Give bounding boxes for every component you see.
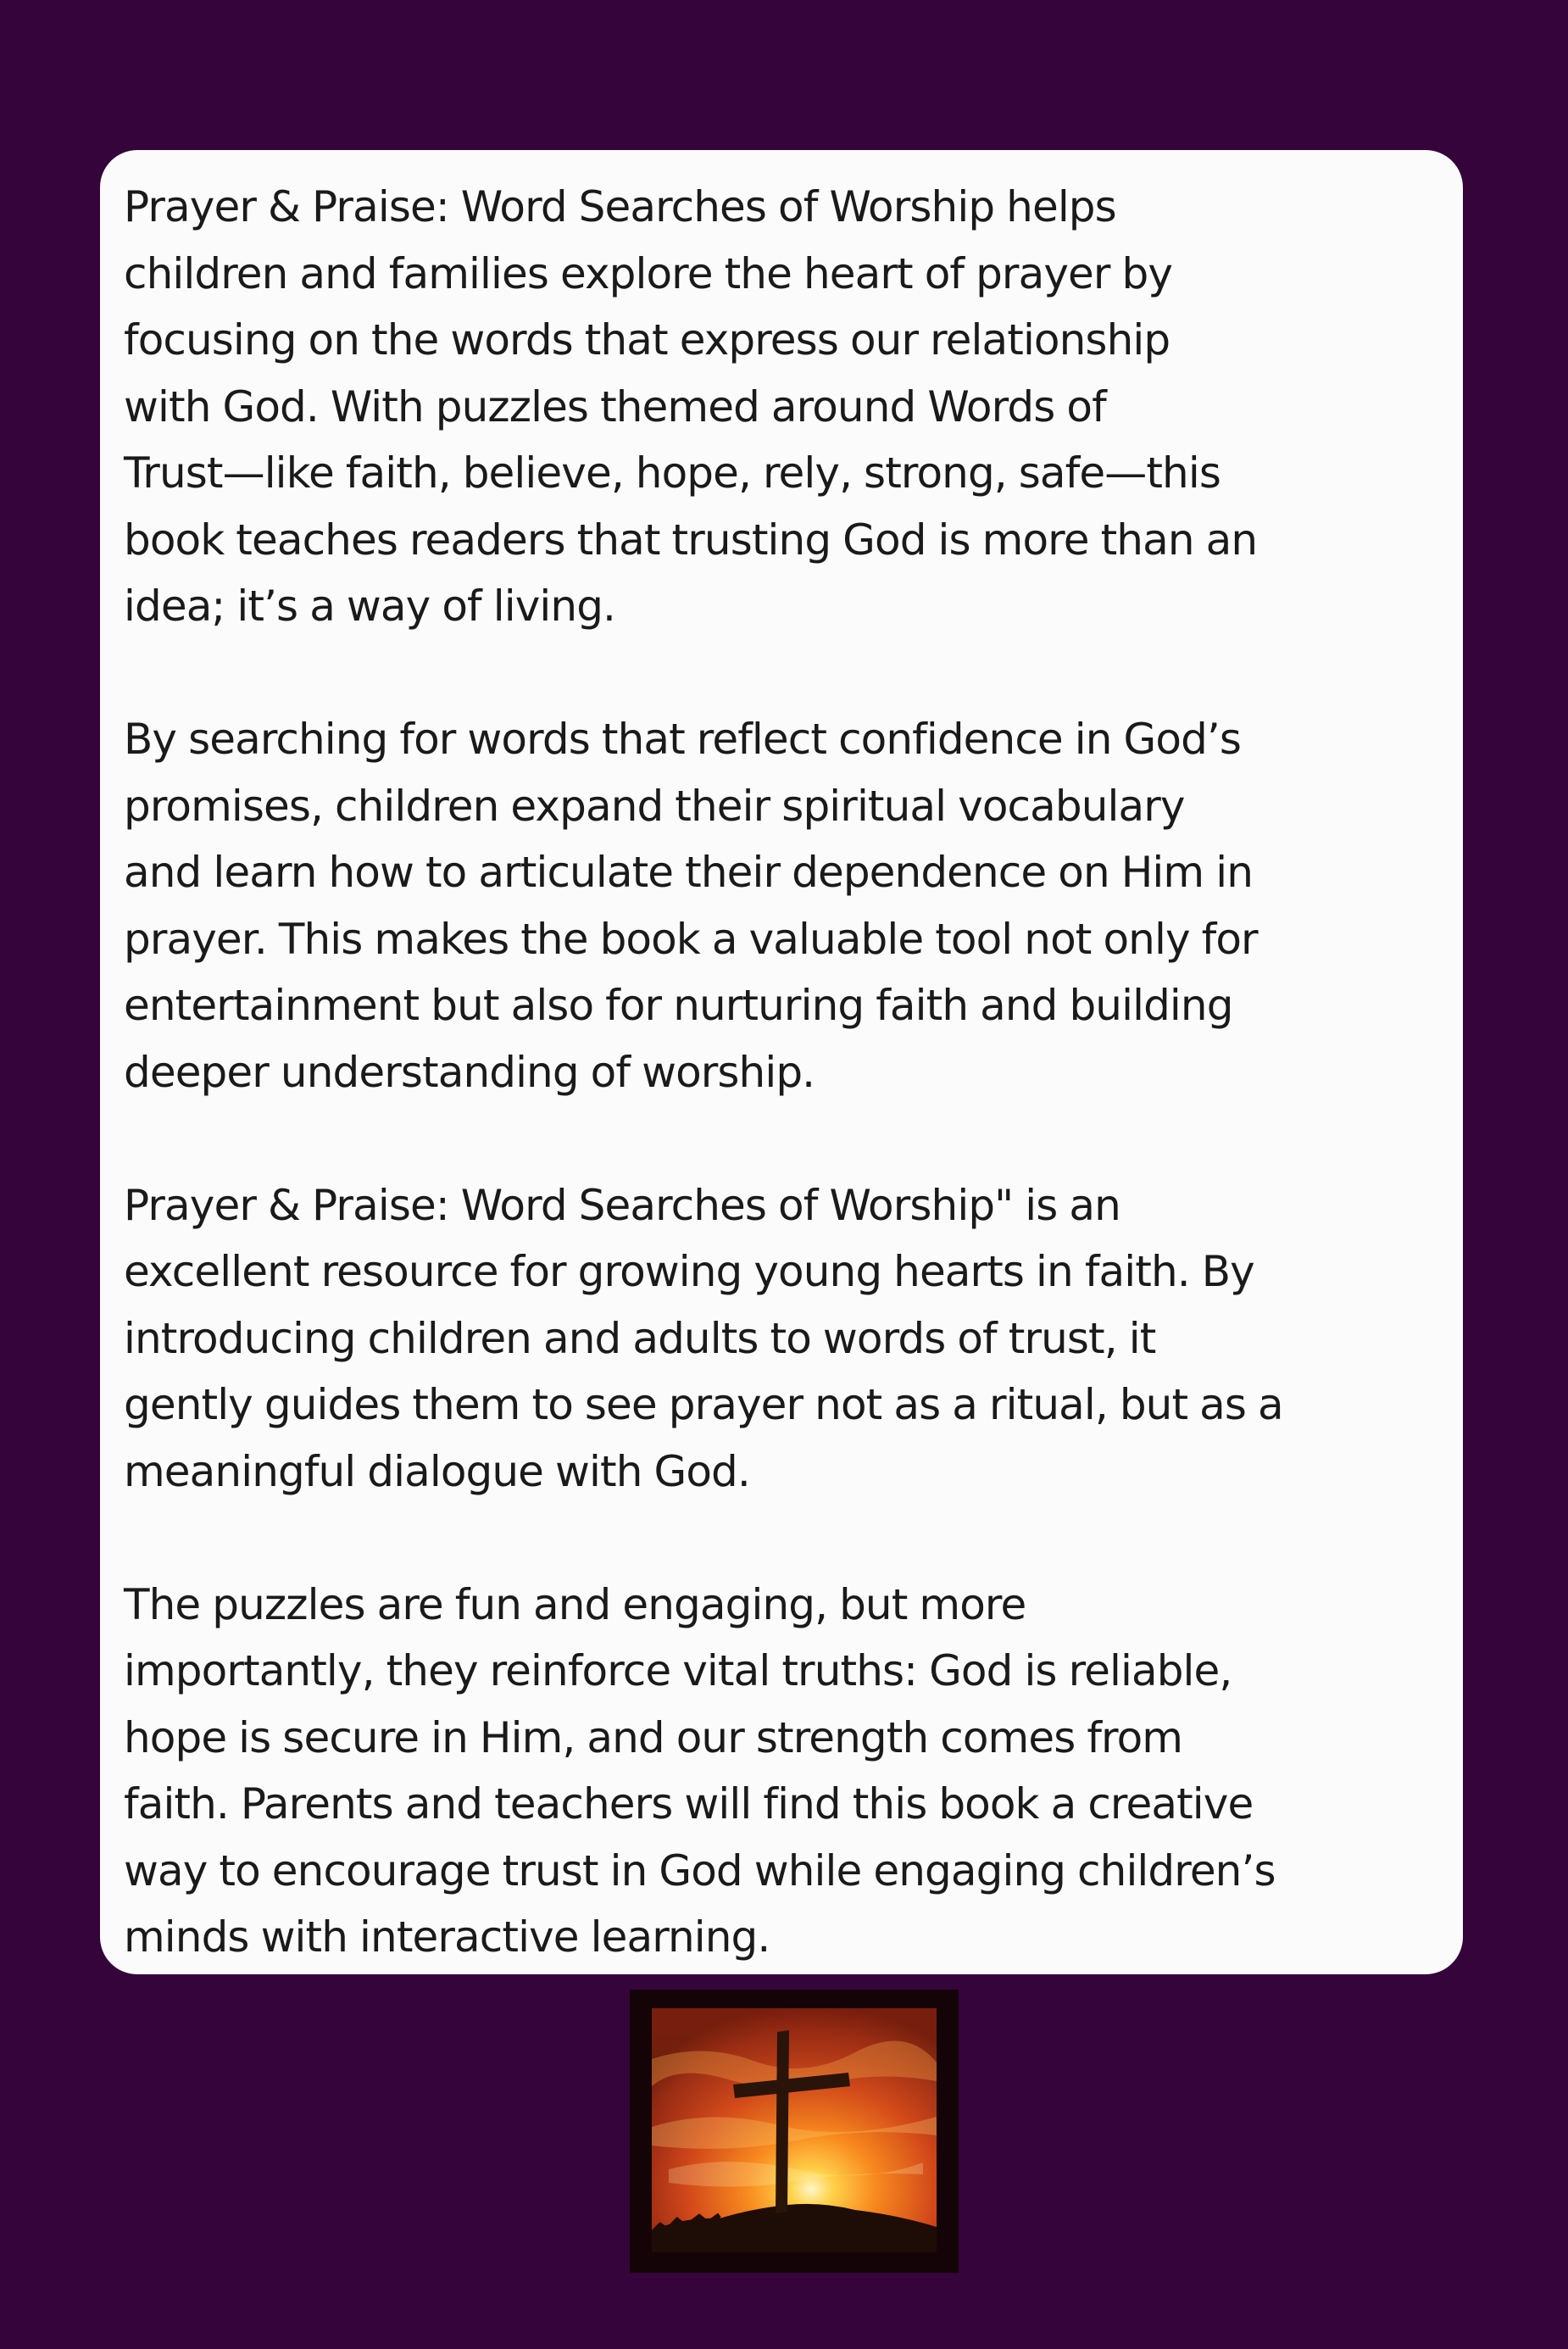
paragraph-resource: Prayer & Praise: Word Searches of Worship" is an excellent resource for growing young hearts in faith. By introducing children and adults to words of trust, it gently guides them to see prayer not as a ritual, but as a meaningful dialogue with God. <box>124 1180 1283 1496</box>
paragraph-puzzles: The puzzles are fun and engaging, but more importantly, they reinforce vital truths: God is reliable, hope is secure in Him, and our strength comes from faith. Parents and teachers will find this book a creative way to encourage trust in God while engaging children’s minds with interactive learning. <box>124 1579 1276 1962</box>
paragraph-intro: Prayer & Praise: Word Searches of Worship helps children and families explore the heart of prayer by focusing on the words that express our relationship with God. With puzzles themed around Words of Trust—like faith, believe, hope, rely, strong, safe—this book teaches readers that trusting God is more than an idea; it’s a way of living. <box>124 182 1258 631</box>
description-panel <box>100 150 1463 1974</box>
paragraph-vocabulary: By searching for words that reflect confidence in God’s promises, children expand their spiritual vocabulary and learn how to articulate their dependence on Him in prayer. This makes the book a valuable tool not only for entertainment but also for nurturing faith and building deeper understanding of worship. <box>124 715 1258 1097</box>
cross-on-hill-sunset-icon <box>652 2008 937 2252</box>
cross-image-frame <box>630 1990 959 2273</box>
